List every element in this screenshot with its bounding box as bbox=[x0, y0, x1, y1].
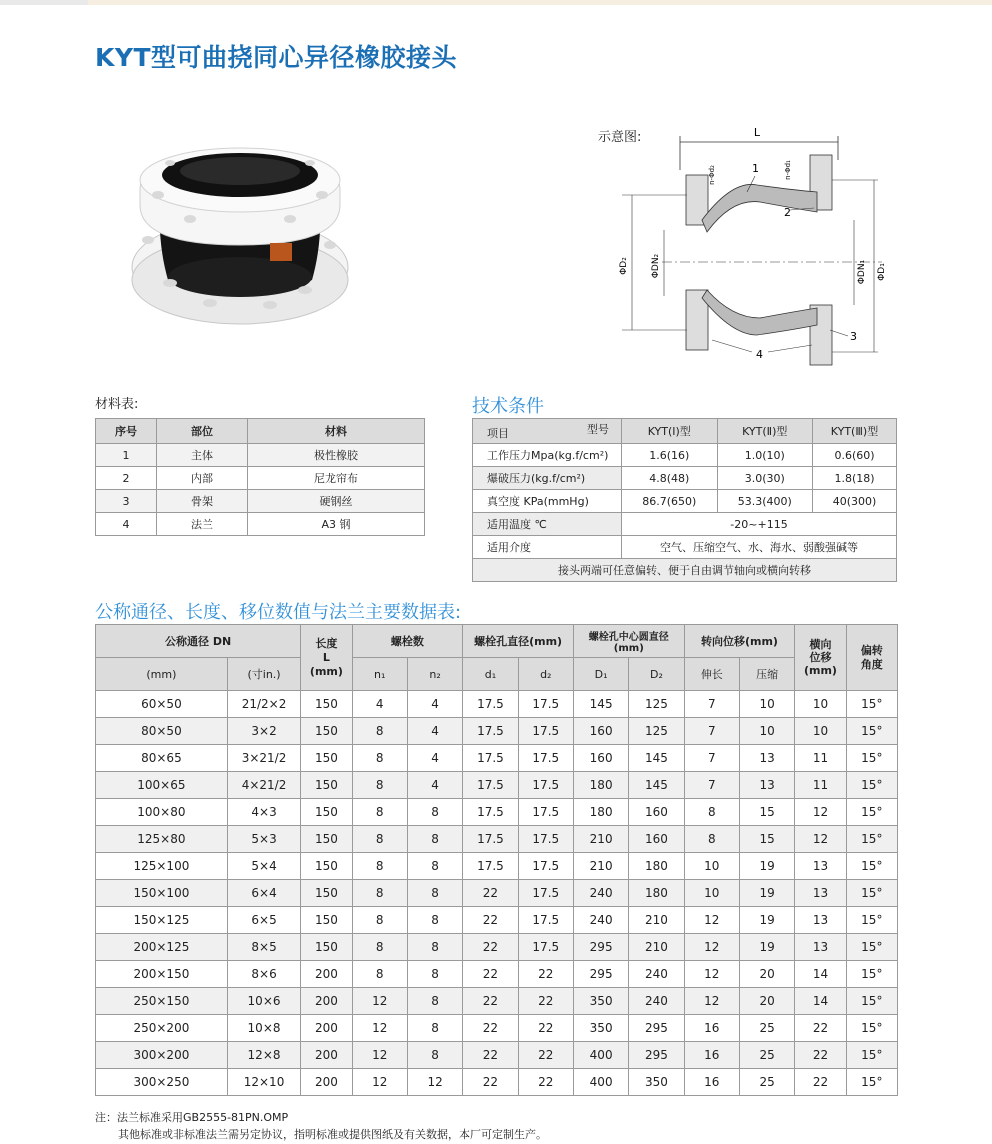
part-3: 3 bbox=[850, 330, 857, 343]
mat-cell: A3 钢 bbox=[248, 513, 425, 536]
h-D1: D₁ bbox=[573, 658, 628, 691]
table-cell: 150 bbox=[301, 934, 352, 961]
h-D2: D₂ bbox=[629, 658, 684, 691]
h-mm: (mm) bbox=[96, 658, 228, 691]
table-cell: 150 bbox=[301, 772, 352, 799]
table-cell: 8 bbox=[352, 880, 407, 907]
table-cell: 7 bbox=[684, 772, 739, 799]
table-cell: 8 bbox=[352, 772, 407, 799]
tech-corner bbox=[473, 419, 622, 444]
table-cell: 17.5 bbox=[463, 718, 518, 745]
mat-row bbox=[96, 444, 425, 467]
table-cell: 8 bbox=[407, 826, 462, 853]
table-cell: 240 bbox=[573, 907, 628, 934]
table-cell: 8 bbox=[352, 907, 407, 934]
table-cell: 160 bbox=[573, 718, 628, 745]
table-cell: 16 bbox=[684, 1015, 739, 1042]
materials-table bbox=[95, 418, 425, 536]
table-cell: 10 bbox=[684, 880, 739, 907]
table-cell: 8 bbox=[407, 880, 462, 907]
table-cell: 14 bbox=[795, 988, 846, 1015]
table-cell: 15° bbox=[846, 826, 897, 853]
table-cell: 22 bbox=[463, 988, 518, 1015]
table-cell: 240 bbox=[573, 880, 628, 907]
table-row bbox=[96, 961, 898, 988]
materials-label: 材料表: bbox=[95, 397, 139, 412]
table-cell: 13 bbox=[739, 772, 794, 799]
table-cell: 22 bbox=[518, 1015, 573, 1042]
table-cell: 150 bbox=[301, 799, 352, 826]
mat-row bbox=[96, 490, 425, 513]
tech-medium-label: 适用介度 bbox=[473, 536, 622, 559]
h-comp: 压缩 bbox=[739, 658, 794, 691]
tech-title: 技术条件 bbox=[472, 396, 544, 417]
table-cell: 8 bbox=[407, 853, 462, 880]
table-cell: 200 bbox=[301, 961, 352, 988]
table-cell: 16 bbox=[684, 1042, 739, 1069]
table-cell: 22 bbox=[463, 1069, 518, 1096]
h-length: 长度 L (mm) bbox=[301, 625, 352, 691]
table-cell: 210 bbox=[629, 907, 684, 934]
table-cell: 15° bbox=[846, 880, 897, 907]
table-cell: 17.5 bbox=[518, 799, 573, 826]
table-cell: 12 bbox=[684, 961, 739, 988]
table-cell: 8 bbox=[407, 1042, 462, 1069]
table-cell: 8 bbox=[407, 907, 462, 934]
note-line-1: 注：法兰标准采用GB2555-81PN.OMP bbox=[95, 1111, 289, 1124]
table-cell: 180 bbox=[573, 799, 628, 826]
tech-cell: 1.6(16) bbox=[622, 444, 718, 467]
table-cell: 150 bbox=[301, 853, 352, 880]
table-cell: 145 bbox=[629, 745, 684, 772]
table-cell: 17.5 bbox=[463, 772, 518, 799]
h-hole: 螺栓孔直径(mm) bbox=[463, 625, 574, 658]
tech-medium-value: 空气、压缩空气、水、海水、弱酸强碱等 bbox=[622, 536, 897, 559]
table-row bbox=[96, 1042, 898, 1069]
table-cell: 12 bbox=[352, 1069, 407, 1096]
table-cell: 295 bbox=[573, 934, 628, 961]
tech-cell: 0.6(60) bbox=[813, 444, 897, 467]
table-cell: 4 bbox=[352, 691, 407, 718]
mat-cell: 法兰 bbox=[157, 513, 248, 536]
table-cell: 15° bbox=[846, 934, 897, 961]
table-cell: 125×80 bbox=[96, 826, 228, 853]
tech-temp-label: 适用温度 ℃ bbox=[473, 513, 622, 536]
table-cell: 150 bbox=[301, 907, 352, 934]
table-cell: 17.5 bbox=[518, 880, 573, 907]
note-line-2: 其他标准或非标准法兰需另定协议，指明标准或提供图纸及有关数据，本厂可定制生产。 bbox=[118, 1128, 547, 1141]
table-cell: 17.5 bbox=[463, 799, 518, 826]
h-lateral: 横向 位移 (mm) bbox=[795, 625, 846, 691]
table-row bbox=[96, 691, 898, 718]
table-cell: 16 bbox=[684, 1069, 739, 1096]
table-cell: 25 bbox=[739, 1042, 794, 1069]
table-cell: 8 bbox=[352, 799, 407, 826]
table-cell: 17.5 bbox=[518, 826, 573, 853]
table-cell: 22 bbox=[518, 961, 573, 988]
dim-nd2: n-Φd₂ bbox=[708, 165, 716, 185]
table-cell: 12 bbox=[352, 988, 407, 1015]
table-cell: 100×80 bbox=[96, 799, 228, 826]
table-cell: 4 bbox=[407, 691, 462, 718]
mat-row bbox=[96, 513, 425, 536]
table-cell: 22 bbox=[463, 1042, 518, 1069]
table-row bbox=[96, 826, 898, 853]
table-cell: 12 bbox=[795, 799, 846, 826]
table-cell: 350 bbox=[629, 1069, 684, 1096]
h-angle: 偏转 角度 bbox=[846, 625, 897, 691]
table-cell: 22 bbox=[795, 1015, 846, 1042]
table-cell: 6×4 bbox=[227, 880, 300, 907]
table-cell: 22 bbox=[463, 880, 518, 907]
tech-row bbox=[473, 444, 897, 467]
mat-header-part: 部位 bbox=[157, 419, 248, 444]
table-cell: 13 bbox=[739, 745, 794, 772]
table-cell: 8×6 bbox=[227, 961, 300, 988]
table-cell: 10 bbox=[739, 718, 794, 745]
dim-nd1: n-Φd₁ bbox=[784, 160, 792, 180]
table-cell: 180 bbox=[629, 880, 684, 907]
table-cell: 200×150 bbox=[96, 961, 228, 988]
table-cell: 240 bbox=[629, 988, 684, 1015]
table-cell: 12 bbox=[407, 1069, 462, 1096]
table-cell: 60×50 bbox=[96, 691, 228, 718]
table-cell: 80×50 bbox=[96, 718, 228, 745]
table-cell: 17.5 bbox=[518, 907, 573, 934]
label-tag bbox=[270, 243, 292, 261]
table-cell: 4 bbox=[407, 772, 462, 799]
dim-D1: ΦD₁ bbox=[877, 263, 887, 281]
top-bar bbox=[0, 0, 992, 5]
table-cell: 17.5 bbox=[518, 934, 573, 961]
table-cell: 150 bbox=[301, 745, 352, 772]
table-cell: 15° bbox=[846, 799, 897, 826]
table-cell: 22 bbox=[463, 961, 518, 988]
table-cell: 13 bbox=[795, 907, 846, 934]
table-cell: 22 bbox=[463, 907, 518, 934]
table-cell: 17.5 bbox=[518, 853, 573, 880]
table-cell: 8 bbox=[352, 826, 407, 853]
table-cell: 13 bbox=[795, 853, 846, 880]
product-photo bbox=[130, 135, 370, 325]
table-cell: 19 bbox=[739, 934, 794, 961]
table-cell: 17.5 bbox=[463, 853, 518, 880]
table-cell: 12×8 bbox=[227, 1042, 300, 1069]
table-cell: 400 bbox=[573, 1042, 628, 1069]
table-cell: 200 bbox=[301, 1069, 352, 1096]
schematic-diagram bbox=[592, 120, 892, 380]
table-cell: 7 bbox=[684, 718, 739, 745]
mat-header-material: 材料 bbox=[248, 419, 425, 444]
mat-cell: 硬钢丝 bbox=[248, 490, 425, 513]
tech-cell: 40(300) bbox=[813, 490, 897, 513]
table-cell: 200 bbox=[301, 988, 352, 1015]
table-row bbox=[96, 799, 898, 826]
tech-cell: 1.8(18) bbox=[813, 467, 897, 490]
table-row bbox=[96, 772, 898, 799]
tech-cell: 53.3(400) bbox=[717, 490, 813, 513]
table-cell: 12×10 bbox=[227, 1069, 300, 1096]
table-cell: 10×6 bbox=[227, 988, 300, 1015]
tech-corner-model: 型号 bbox=[587, 423, 609, 436]
part-2: 2 bbox=[784, 206, 791, 219]
dim-D2: ΦD₂ bbox=[619, 257, 629, 275]
table-cell: 22 bbox=[795, 1069, 846, 1096]
table-row bbox=[96, 745, 898, 772]
table-cell: 13 bbox=[795, 880, 846, 907]
table-cell: 8 bbox=[352, 934, 407, 961]
table-cell: 350 bbox=[573, 1015, 628, 1042]
table-cell: 125×100 bbox=[96, 853, 228, 880]
table-cell: 21/2×2 bbox=[227, 691, 300, 718]
table-cell: 180 bbox=[629, 853, 684, 880]
table-row bbox=[96, 880, 898, 907]
table-cell: 15 bbox=[739, 799, 794, 826]
table-row bbox=[96, 718, 898, 745]
table-cell: 15° bbox=[846, 691, 897, 718]
table-cell: 100×65 bbox=[96, 772, 228, 799]
table-cell: 8 bbox=[407, 1015, 462, 1042]
table-cell: 11 bbox=[795, 745, 846, 772]
table-cell: 17.5 bbox=[463, 826, 518, 853]
table-cell: 25 bbox=[739, 1015, 794, 1042]
table-cell: 12 bbox=[684, 907, 739, 934]
table-cell: 8 bbox=[352, 745, 407, 772]
table-cell: 3×2 bbox=[227, 718, 300, 745]
table-cell: 8 bbox=[352, 718, 407, 745]
dim-L: L bbox=[753, 126, 761, 139]
part-1: 1 bbox=[752, 162, 759, 175]
mat-row bbox=[96, 467, 425, 490]
table-cell: 10 bbox=[795, 718, 846, 745]
mat-cell: 主体 bbox=[157, 444, 248, 467]
table-cell: 300×200 bbox=[96, 1042, 228, 1069]
table-cell: 3×21/2 bbox=[227, 745, 300, 772]
table-cell: 8 bbox=[352, 961, 407, 988]
table-cell: 17.5 bbox=[518, 718, 573, 745]
table-cell: 22 bbox=[518, 1042, 573, 1069]
tech-row bbox=[473, 467, 897, 490]
tech-model-1: KYT(Ⅰ)型 bbox=[622, 419, 718, 444]
table-cell: 160 bbox=[629, 826, 684, 853]
table-cell: 19 bbox=[739, 853, 794, 880]
table-cell: 180 bbox=[573, 772, 628, 799]
h-d1: d₁ bbox=[463, 658, 518, 691]
table-cell: 10 bbox=[795, 691, 846, 718]
table-row bbox=[96, 934, 898, 961]
table-cell: 15° bbox=[846, 1015, 897, 1042]
table-cell: 8 bbox=[407, 988, 462, 1015]
tech-cell: 4.8(48) bbox=[622, 467, 718, 490]
table-cell: 200×125 bbox=[96, 934, 228, 961]
table-cell: 19 bbox=[739, 907, 794, 934]
mat-cell: 2 bbox=[96, 467, 157, 490]
table-cell: 15° bbox=[846, 907, 897, 934]
diagram-caption: 示意图: bbox=[598, 130, 642, 145]
table-cell: 7 bbox=[684, 691, 739, 718]
table-cell: 160 bbox=[573, 745, 628, 772]
mat-cell: 骨架 bbox=[157, 490, 248, 513]
table-cell: 25 bbox=[739, 1069, 794, 1096]
table-cell: 4 bbox=[407, 718, 462, 745]
table-cell: 145 bbox=[629, 772, 684, 799]
h-move: 转向位移(mm) bbox=[684, 625, 795, 658]
table-cell: 5×4 bbox=[227, 853, 300, 880]
table-cell: 210 bbox=[629, 934, 684, 961]
h-n2: n₂ bbox=[407, 658, 462, 691]
table-cell: 17.5 bbox=[518, 772, 573, 799]
page-title: KYT型可曲挠同心异径橡胶接头 bbox=[95, 43, 458, 72]
table-cell: 125 bbox=[629, 718, 684, 745]
h-d2: d₂ bbox=[518, 658, 573, 691]
part-4: 4 bbox=[756, 348, 763, 361]
h-dn: 公称通径 DN bbox=[96, 625, 301, 658]
table-cell: 15° bbox=[846, 745, 897, 772]
table-cell: 15° bbox=[846, 1042, 897, 1069]
table-cell: 150×100 bbox=[96, 880, 228, 907]
table-cell: 125 bbox=[629, 691, 684, 718]
table-cell: 12 bbox=[352, 1015, 407, 1042]
h-n1: n₁ bbox=[352, 658, 407, 691]
table-cell: 8 bbox=[684, 799, 739, 826]
mat-cell: 尼龙帘布 bbox=[248, 467, 425, 490]
tech-row-label: 爆破压力(kg.f/cm²) bbox=[473, 467, 622, 490]
table-row bbox=[96, 1069, 898, 1096]
table-row bbox=[96, 988, 898, 1015]
h-ext: 伸长 bbox=[684, 658, 739, 691]
table-cell: 7 bbox=[684, 745, 739, 772]
table-cell: 15° bbox=[846, 772, 897, 799]
table-cell: 17.5 bbox=[518, 745, 573, 772]
table-cell: 250×150 bbox=[96, 988, 228, 1015]
table-cell: 13 bbox=[795, 934, 846, 961]
h-inch: (寸in.) bbox=[227, 658, 300, 691]
table-row bbox=[96, 1015, 898, 1042]
mat-cell: 4 bbox=[96, 513, 157, 536]
table-cell: 150 bbox=[301, 826, 352, 853]
table-cell: 8 bbox=[407, 799, 462, 826]
table-cell: 6×5 bbox=[227, 907, 300, 934]
table-row bbox=[96, 853, 898, 880]
table-cell: 250×200 bbox=[96, 1015, 228, 1042]
table-cell: 12 bbox=[795, 826, 846, 853]
table-cell: 300×250 bbox=[96, 1069, 228, 1096]
table-cell: 15 bbox=[739, 826, 794, 853]
table-cell: 150 bbox=[301, 691, 352, 718]
tech-corner-item: 项目 bbox=[487, 427, 509, 440]
table-cell: 350 bbox=[573, 988, 628, 1015]
table-cell: 22 bbox=[463, 934, 518, 961]
table-row bbox=[96, 907, 898, 934]
table-cell: 10 bbox=[739, 691, 794, 718]
table-cell: 295 bbox=[573, 961, 628, 988]
table-cell: 4×21/2 bbox=[227, 772, 300, 799]
h-pcd: 螺栓孔中心圆直径(mm) bbox=[573, 625, 684, 658]
mat-header-no: 序号 bbox=[96, 419, 157, 444]
table-cell: 17.5 bbox=[463, 691, 518, 718]
table-cell: 145 bbox=[573, 691, 628, 718]
table-cell: 8 bbox=[352, 853, 407, 880]
table-cell: 150 bbox=[301, 880, 352, 907]
table-cell: 12 bbox=[684, 934, 739, 961]
table-cell: 11 bbox=[795, 772, 846, 799]
tech-model-2: KYT(Ⅱ)型 bbox=[717, 419, 813, 444]
table-cell: 400 bbox=[573, 1069, 628, 1096]
tech-cell: 86.7(650) bbox=[622, 490, 718, 513]
table-cell: 4 bbox=[407, 745, 462, 772]
tech-row-label: 真空度 KPa(mmHg) bbox=[473, 490, 622, 513]
table-cell: 8 bbox=[407, 934, 462, 961]
table-cell: 210 bbox=[573, 853, 628, 880]
tech-model-3: KYT(Ⅲ)型 bbox=[813, 419, 897, 444]
table-cell: 150×125 bbox=[96, 907, 228, 934]
table-cell: 8 bbox=[684, 826, 739, 853]
tech-row-label: 工作压力Mpa(kg.f/cm²) bbox=[473, 444, 622, 467]
table-cell: 240 bbox=[629, 961, 684, 988]
table-cell: 15° bbox=[846, 718, 897, 745]
table-cell: 22 bbox=[463, 1015, 518, 1042]
tech-cell: 3.0(30) bbox=[717, 467, 813, 490]
tech-footer: 接头两端可任意偏转、便于自由调节轴向或横向转移 bbox=[473, 559, 897, 582]
table-cell: 15° bbox=[846, 961, 897, 988]
table-cell: 200 bbox=[301, 1015, 352, 1042]
table-cell: 20 bbox=[739, 961, 794, 988]
mat-cell: 1 bbox=[96, 444, 157, 467]
tech-temp-value: -20~+115 bbox=[622, 513, 897, 536]
table-cell: 15° bbox=[846, 988, 897, 1015]
table-cell: 200 bbox=[301, 1042, 352, 1069]
dim-DN2: ΦDN₂ bbox=[651, 253, 661, 279]
table-cell: 10×8 bbox=[227, 1015, 300, 1042]
h-bolts: 螺栓数 bbox=[352, 625, 463, 658]
table-cell: 8 bbox=[407, 961, 462, 988]
table-cell: 19 bbox=[739, 880, 794, 907]
tech-cell: 1.0(10) bbox=[717, 444, 813, 467]
table-cell: 22 bbox=[795, 1042, 846, 1069]
data-table-title: 公称通径、长度、移位数值与法兰主要数据表: bbox=[95, 602, 462, 623]
dim-DN1: ΦDN₁ bbox=[857, 259, 867, 285]
table-cell: 10 bbox=[684, 853, 739, 880]
table-cell: 295 bbox=[629, 1015, 684, 1042]
table-cell: 15° bbox=[846, 1069, 897, 1096]
table-cell: 17.5 bbox=[463, 745, 518, 772]
table-cell: 22 bbox=[518, 988, 573, 1015]
dimension-table bbox=[95, 624, 898, 1096]
table-cell: 12 bbox=[352, 1042, 407, 1069]
table-cell: 12 bbox=[684, 988, 739, 1015]
table-cell: 295 bbox=[629, 1042, 684, 1069]
tech-table bbox=[472, 418, 897, 582]
table-cell: 8×5 bbox=[227, 934, 300, 961]
table-cell: 14 bbox=[795, 961, 846, 988]
table-cell: 210 bbox=[573, 826, 628, 853]
table-cell: 160 bbox=[629, 799, 684, 826]
mat-cell: 内部 bbox=[157, 467, 248, 490]
mat-cell: 3 bbox=[96, 490, 157, 513]
table-cell: 80×65 bbox=[96, 745, 228, 772]
table-cell: 150 bbox=[301, 718, 352, 745]
table-cell: 17.5 bbox=[518, 691, 573, 718]
table-cell: 5×3 bbox=[227, 826, 300, 853]
table-cell: 4×3 bbox=[227, 799, 300, 826]
top-bar-stub bbox=[0, 0, 88, 5]
table-cell: 15° bbox=[846, 853, 897, 880]
tech-row bbox=[473, 490, 897, 513]
table-cell: 20 bbox=[739, 988, 794, 1015]
mat-cell: 极性橡胶 bbox=[248, 444, 425, 467]
table-cell: 22 bbox=[518, 1069, 573, 1096]
